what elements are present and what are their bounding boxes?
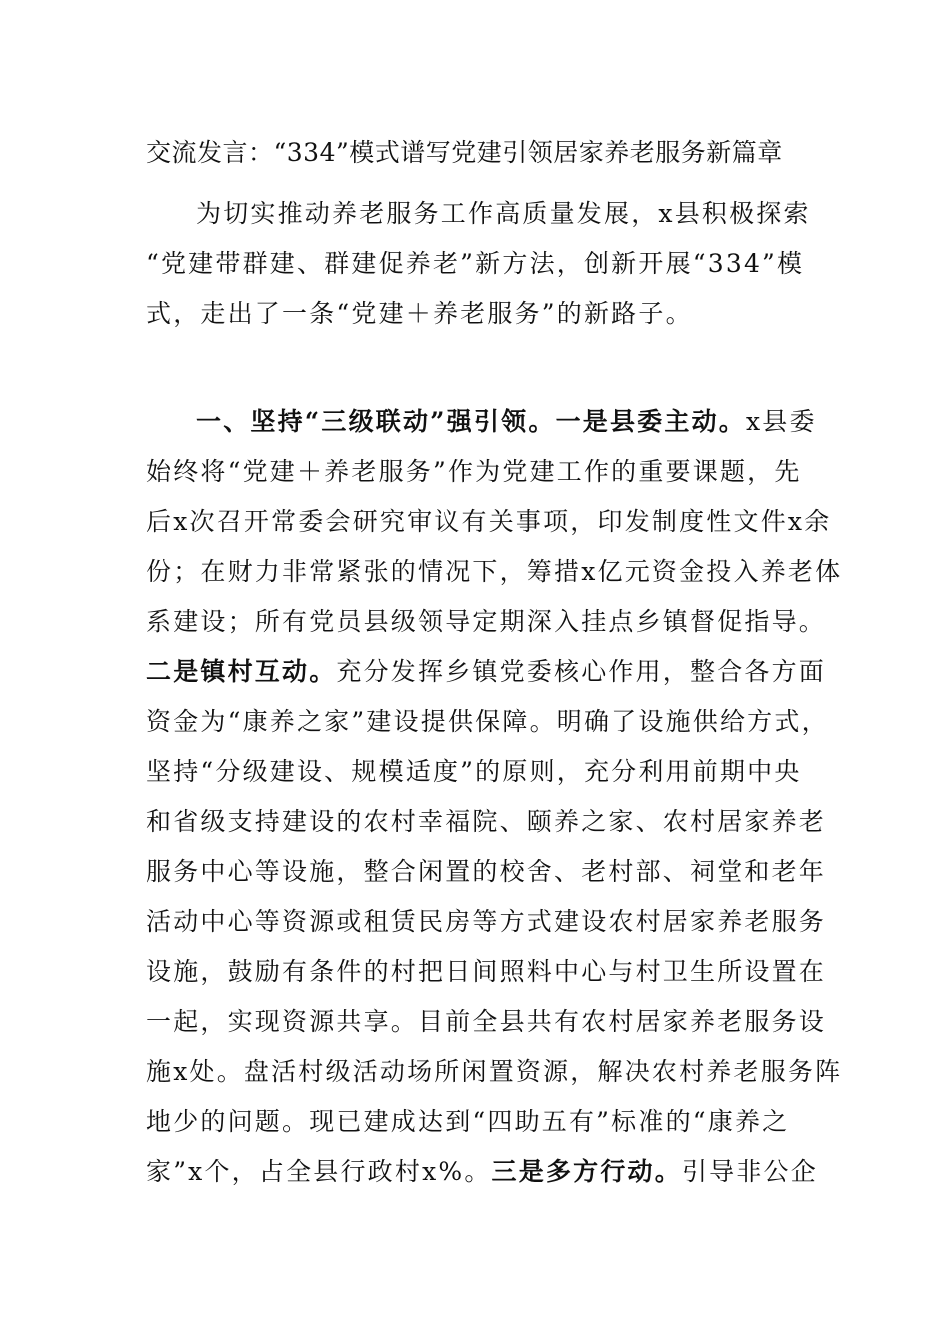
section-line: 和省级支持建设的农村幸福院、颐养之家、农村居家养老 [146,807,827,836]
section-line [146,397,817,447]
section-line: 始终将“党建＋养老服务”作为党建工作的重要课题，先 [146,457,802,486]
section-line: 资金为“康养之家”建设提供保障。明确了设施供给方式， [146,707,829,736]
section-line: 坚持“分级建设、规模适度”的原则，充分利用前期中央 [146,757,802,786]
document-title: 交流发言：“334”模式谱写党建引领居家养老服务新篇章 [146,138,783,167]
section-line: 设施，鼓励有条件的村把日间照料中心与村卫生所设置在 [146,957,827,986]
section-text: 充分发挥乡镇党委核心作用，整合各方面 [336,657,827,686]
sub-heading-county: 一是县委主动。 [555,407,746,436]
section-line: 服务中心等设施，整合闲置的校舍、老村部、祠堂和老年 [146,857,827,886]
intro-line: 为切实推动养老服务工作高质量发展，x县积极探索 [196,199,811,228]
intro-paragraph [146,189,811,339]
intro-line: “党建带群建、群建促养老”新方法，创新开展“334”模 [146,249,805,278]
section-text: x县委 [745,407,817,436]
section-one-paragraph [146,397,843,1197]
section-line: 系建设；所有党员县级领导定期深入挂点乡镇督促指导。 [146,607,827,636]
section-heading: 一、坚持“三级联动”强引领。 [196,407,556,436]
section-line: 后x次召开常委会研究审议有关事项，印发制度性文件x余 [146,507,832,536]
sub-heading-town-village: 二是镇村互动。 [146,657,337,686]
section-line [146,1147,818,1197]
intro-line: 式，走出了一条“党建＋养老服务”的新路子。 [146,299,693,328]
section-line: 地少的问题。现已建成达到“四助五有”标准的“康养之 [146,1107,790,1136]
section-line: 活动中心等资源或租赁民房等方式建设农村居家养老服务 [146,907,827,936]
section-text: 引导非公企 [681,1157,818,1186]
section-text: 家”x个，占全县行政村x%。 [146,1157,492,1186]
section-line [146,647,827,697]
sub-heading-multi-party: 三是多方行动。 [491,1157,682,1186]
section-line: 施x处。盘活村级活动场所闲置资源，解决农村养老服务阵 [146,1057,843,1086]
section-line: 份；在财力非常紧张的情况下，筹措x亿元资金投入养老体 [146,557,843,586]
section-line: 一起，实现资源共享。目前全县共有农村居家养老服务设 [146,1007,827,1036]
